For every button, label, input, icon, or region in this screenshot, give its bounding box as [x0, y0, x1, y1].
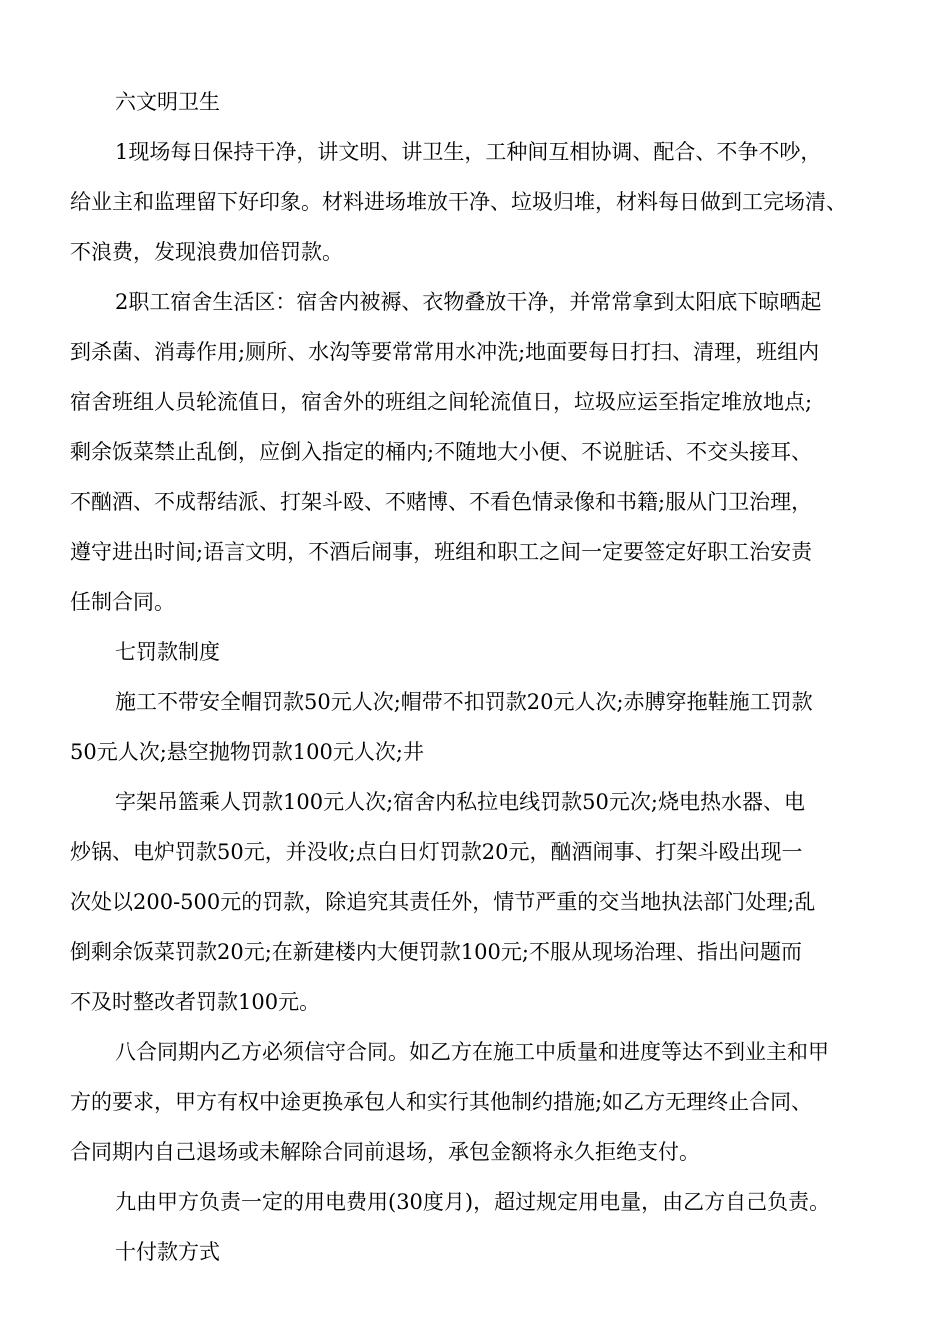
paragraph-line: 不及时整改者罚款100元。 — [70, 990, 321, 1014]
paragraph-line: 字架吊篮乘人罚款100元人次;宿舍内私拉电线罚款50元次;烧电热水器、电 — [115, 790, 805, 814]
paragraph-line: 到杀菌、消毒作用;厕所、水沟等要常常用水冲洗;地面要每日打扫、清理，班组内 — [70, 340, 820, 364]
paragraph-line: 宿舍班组人员轮流值日，宿舍外的班组之间轮流值日，垃圾应运至指定堆放地点; — [70, 390, 813, 414]
paragraph-line: 倒剩余饭菜罚款20元;在新建楼内大便罚款100元;不服从现场治理、指出问题而 — [70, 940, 802, 964]
paragraph-line: 不浪费，发现浪费加倍罚款。 — [70, 240, 343, 264]
paragraph-line: 任制合同。 — [70, 590, 175, 614]
section-heading-6: 六文明卫生 — [115, 90, 220, 114]
paragraph-line: 剩余饭菜禁止乱倒，应倒入指定的桶内;不随地大小便、不说脏话、不交头接耳、 — [70, 440, 813, 464]
paragraph-line: 给业主和监理留下好印象。材料进场堆放干净、垃圾归堆，材料每日做到工完场清、 — [70, 190, 847, 214]
paragraph-line: 50元人次;悬空抛物罚款100元人次;井 — [70, 740, 424, 764]
paragraph-line: 1现场每日保持干净，讲文明、讲卫生，工种间互相协调、配合、不争不吵， — [115, 140, 822, 164]
section-heading-7: 七罚款制度 — [115, 640, 220, 664]
paragraph-line: 方的要求，甲方有权中途更换承包人和实行其他制约措施;如乙方无理终止合同、 — [70, 1090, 813, 1114]
paragraph-line: 施工不带安全帽罚款50元人次;帽带不扣罚款20元人次;赤膊穿拖鞋施工罚款 — [115, 690, 813, 714]
paragraph-line: 遵守进出时间;语言文明，不酒后闹事，班组和职工之间一定要签定好职工治安责 — [70, 540, 813, 564]
section-heading-10: 十付款方式 — [115, 1240, 220, 1264]
paragraph-line: 合同期内自己退场或未解除合同前退场，承包金额将永久拒绝支付。 — [70, 1140, 700, 1164]
paragraph-line: 九由甲方负责一定的用电费用(30度月)，超过规定用电量，由乙方自己负责。 — [115, 1190, 831, 1214]
paragraph-line: 八合同期内乙方必须信守合同。如乙方在施工中质量和进度等达不到业主和甲 — [115, 1040, 829, 1064]
paragraph-line: 次处以200-500元的罚款，除追究其责任外，情节严重的交当地执法部门处理;乱 — [70, 890, 816, 914]
paragraph-line: 2职工宿舍生活区：宿舍内被褥、衣物叠放干净，并常常拿到太阳底下晾晒起 — [115, 290, 822, 314]
paragraph-line: 不酗酒、不成帮结派、打架斗殴、不赌博、不看色情录像和书籍;服从门卫治理， — [70, 490, 813, 514]
paragraph-line: 炒锅、电炉罚款50元，并没收;点白日灯罚款20元，酗酒闹事、打架斗殴出现一 — [70, 840, 803, 864]
